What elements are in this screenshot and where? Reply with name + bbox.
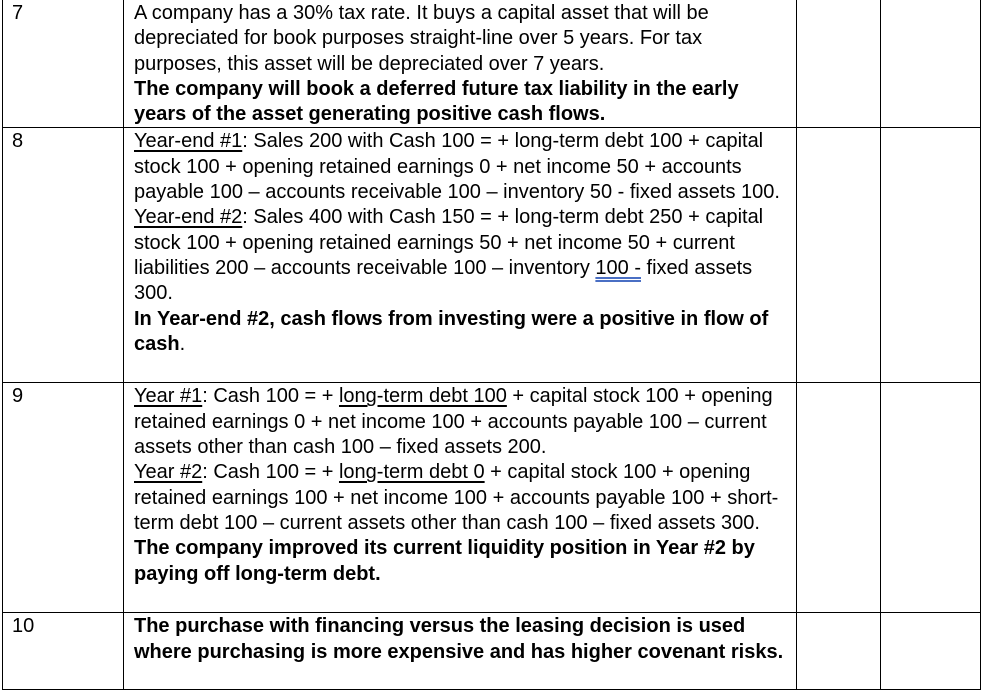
- answer-cell[interactable]: [881, 0, 981, 128]
- statement-bold: In Year-end #2, cash flows from investing were a positive in flow of cash: [134, 307, 769, 355]
- row-number: 7: [3, 0, 124, 128]
- year-label: Year-end #2: [134, 206, 243, 229]
- underlined-debt: long-term debt 100: [338, 385, 507, 408]
- statement-text: + capital stock 100 + opening retained earnings 100 + net income 100 + accounts payable 100 + short-term debt 100 – current assets other than cash 100 – fixed assets 300.: [134, 461, 779, 534]
- year-label: Year #1: [134, 385, 203, 408]
- statement-text: : Sales 400 with Cash 150 = + long-term debt 250 + capital stock 100 + opening retained earnings 50 + net income 50 + current liabilities 200 – accounts receivable 100 – inventory: [134, 206, 764, 279]
- table-row: [3, 613, 981, 690]
- answer-cell[interactable]: [881, 128, 981, 383]
- statement-text: + capital stock 100 + opening retained earnings 0 + net income 100 + accounts payable 100 – current assets other than cash 100 – fixed assets 200.: [134, 385, 773, 459]
- statement-text: : Cash 100 = +: [202, 385, 339, 408]
- answer-cell[interactable]: [797, 613, 881, 690]
- questions-table: [2, 0, 981, 690]
- answer-cell[interactable]: [797, 383, 881, 613]
- statement-bold: The purchase with financing versus the leasing decision is used where purchasing is more expensive and has higher covenant risks.: [134, 615, 784, 663]
- statement-text: A company has a 30% tax rate. It buys a capital asset that will be depreciated for book purposes straight-line over 5 years. For tax purposes, this asset will be depreciated over 7 years.: [134, 2, 709, 75]
- table-row: [3, 0, 981, 128]
- statement-text: : Sales 200 with Cash 100 = + long-term debt 100 + capital stock 100 + opening retained earnings 0 + net income 50 + accounts payable 100 – accounts receivable 100 – inventory 50 - fixed assets 100.: [134, 130, 780, 204]
- statement-bold: The company improved its current liquidity position in Year #2 by paying off long-term debt.: [134, 537, 755, 585]
- statement-bold: The company will book a deferred future tax liability in the early years of the asset generating positive cash flows.: [134, 77, 739, 126]
- table-row: [3, 128, 981, 383]
- underlined-debt: long-term debt 0: [338, 461, 485, 484]
- year-label: Year #2: [134, 461, 203, 484]
- statement-text: .: [179, 332, 186, 355]
- row-number: 8: [3, 128, 124, 383]
- row-number: 9: [3, 383, 124, 613]
- row-number: 10: [3, 613, 124, 690]
- statement-text: fixed assets 300.: [134, 256, 753, 305]
- statement-cell: [124, 383, 797, 613]
- grammar-flag: 100 -: [595, 256, 641, 279]
- answer-cell[interactable]: [797, 0, 881, 128]
- answer-cell[interactable]: [797, 128, 881, 383]
- statement-cell: [124, 128, 797, 383]
- statement-text: : Cash 100 = +: [202, 461, 339, 484]
- statement-cell: [124, 613, 797, 690]
- table-row: [3, 383, 981, 613]
- statement-cell: [124, 0, 797, 128]
- answer-cell[interactable]: [881, 613, 981, 690]
- year-label: Year-end #1: [134, 130, 243, 153]
- answer-cell[interactable]: [881, 383, 981, 613]
